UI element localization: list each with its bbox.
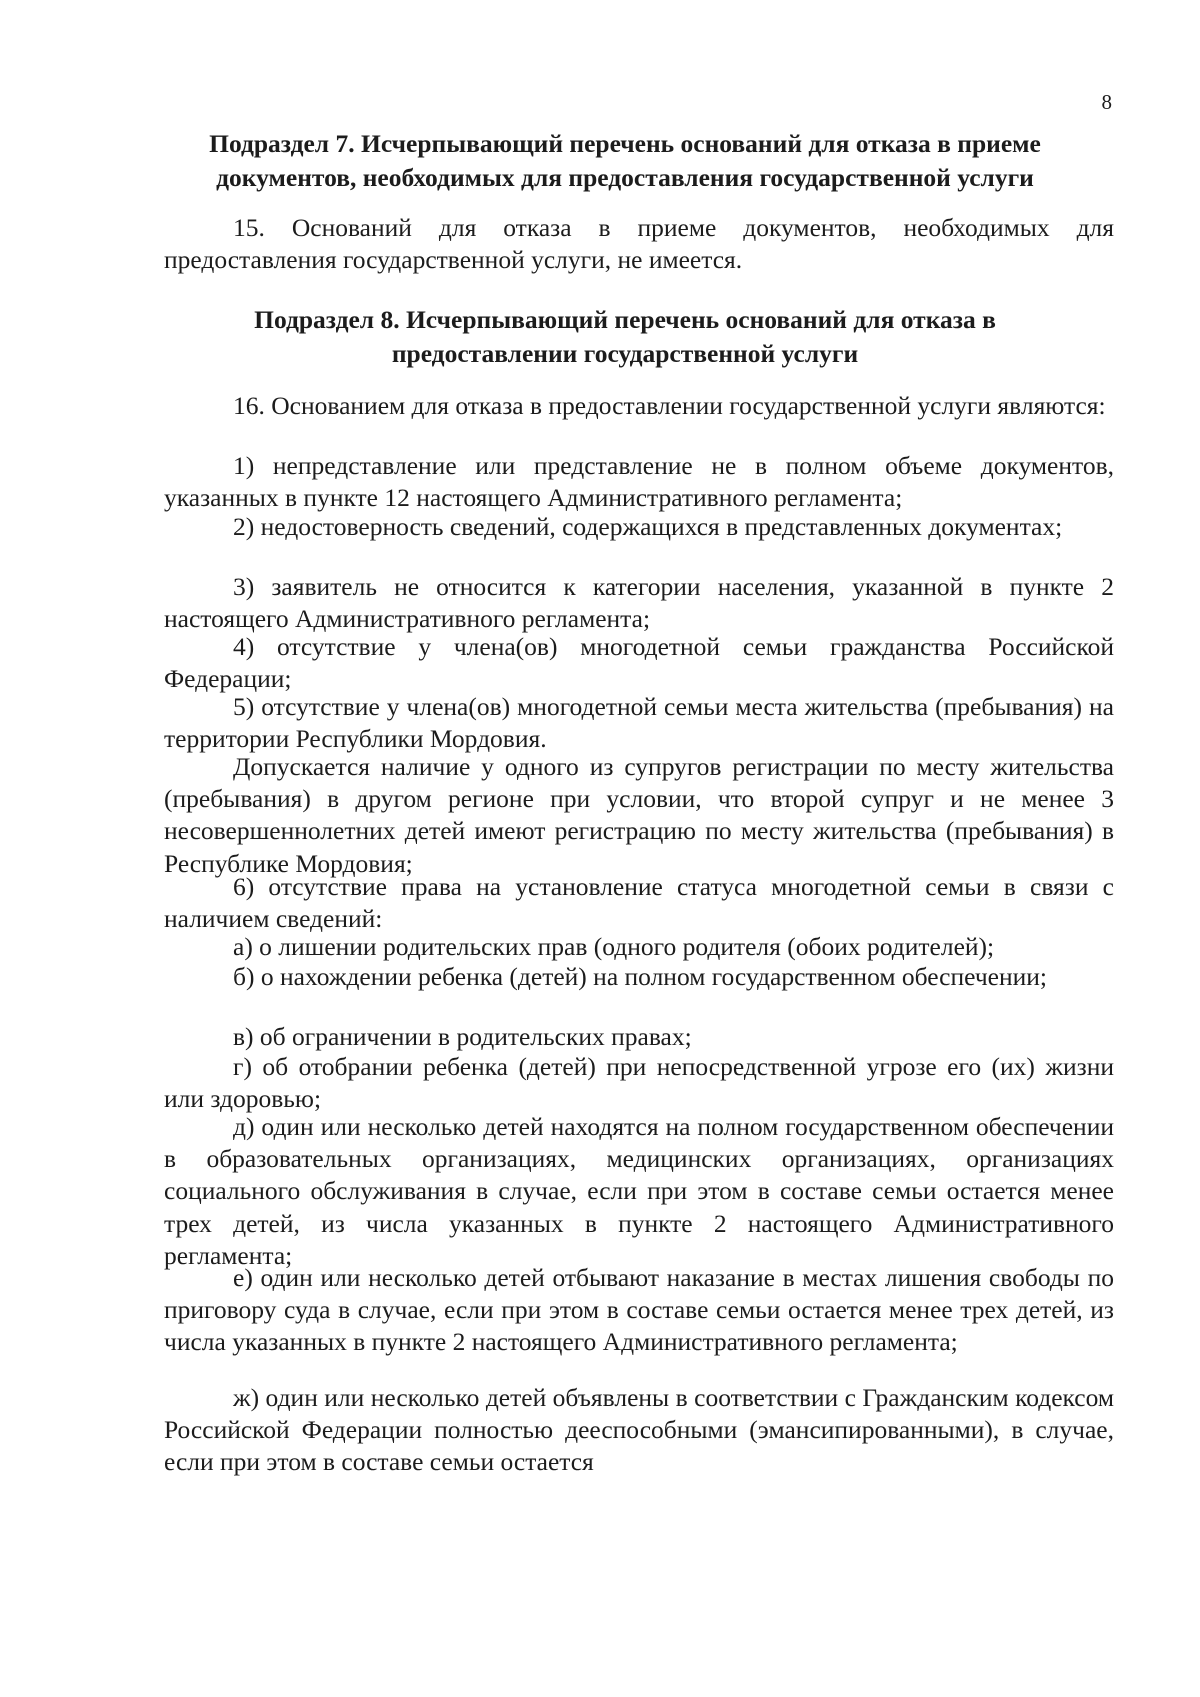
subsection-8-title-line-1: Подраздел 8. Исчерпывающий перечень оснований для отказа в — [254, 305, 996, 334]
list-item-6zh: ж) один или несколько детей объявлены в соответствии с Гражданским кодексом Российской Федерации полностью дееспособными (эмансипированными), в случае, если при этом в составе семьи остается — [164, 1383, 1114, 1477]
subsection-8-title-line-2: предоставлении государственной услуги — [391, 339, 859, 368]
subsection-7-title-line-2: документов, необходимых для предоставления государственной услуги — [216, 163, 1034, 192]
subsection-7-title-line-1: Подраздел 7. Исчерпывающий перечень оснований для отказа в приеме — [209, 129, 1041, 158]
subsection-7-heading — [160, 127, 1090, 195]
list-item-4: 4) отсутствие у члена(ов) многодетной семьи гражданства Российской Федерации; — [164, 632, 1114, 694]
subsection-8-heading — [160, 303, 1090, 371]
page-number: 8 — [1101, 90, 1112, 114]
paragraph-15: 15. Оснований для отказа в приеме документов, необходимых для предоставления государственной услуги, не имеется. — [164, 213, 1114, 275]
list-item-3: 3) заявитель не относится к категории населения, указанной в пункте 2 настоящего Административного регламента; — [164, 572, 1114, 634]
list-item-6v: в) об ограничении в родительских правах; — [233, 1022, 692, 1051]
list-item-6b: б) о нахождении ребенка (детей) на полном государственном обеспечении; — [233, 962, 1047, 991]
list-item-1: 1) непредставление или представление не в полном объеме документов, указанных в пункте 12 настоящего Административного регламента; — [164, 451, 1114, 513]
list-item-6g: г) об отобрании ребенка (детей) при непосредственной угрозе его (их) жизни или здоровью; — [164, 1052, 1114, 1114]
list-item-6e: е) один или несколько детей отбывают наказание в местах лишения свободы по приговору суда в случае, если при этом в составе семьи остается менее трех детей, из числа указанных в пункте 2 настоящего Административного регламента; — [164, 1263, 1114, 1357]
list-item-2: 2) недостоверность сведений, содержащихся в представленных документах; — [233, 512, 1063, 541]
paragraph-admission-note: Допускается наличие у одного из супругов регистрации по месту жительства (пребывания) в другом регионе при условии, что второй супруг и не менее 3 несовершеннолетних детей имеют регистрацию по месту жительства (пребывания) в Республике Мордовия; — [164, 752, 1114, 878]
list-item-6d: д) один или несколько детей находятся на полном государственном обеспечении в образовательных организациях, медицинских организациях, организациях социального обслуживания в случае, если при этом в составе семьи остается менее трех детей, из числа указанных в пункте 2 настоящего Административного регламента; — [164, 1112, 1114, 1270]
paragraph-16: 16. Основанием для отказа в предоставлении государственной услуги являются: — [233, 391, 1106, 420]
list-item-6: 6) отсутствие права на установление статуса многодетной семьи в связи с наличием сведений: — [164, 872, 1114, 934]
list-item-6a: а) о лишении родительских прав (одного родителя (обоих родителей); — [233, 932, 995, 961]
list-item-5: 5) отсутствие у члена(ов) многодетной семьи места жительства (пребывания) на территории Республики Мордовия. — [164, 692, 1114, 754]
